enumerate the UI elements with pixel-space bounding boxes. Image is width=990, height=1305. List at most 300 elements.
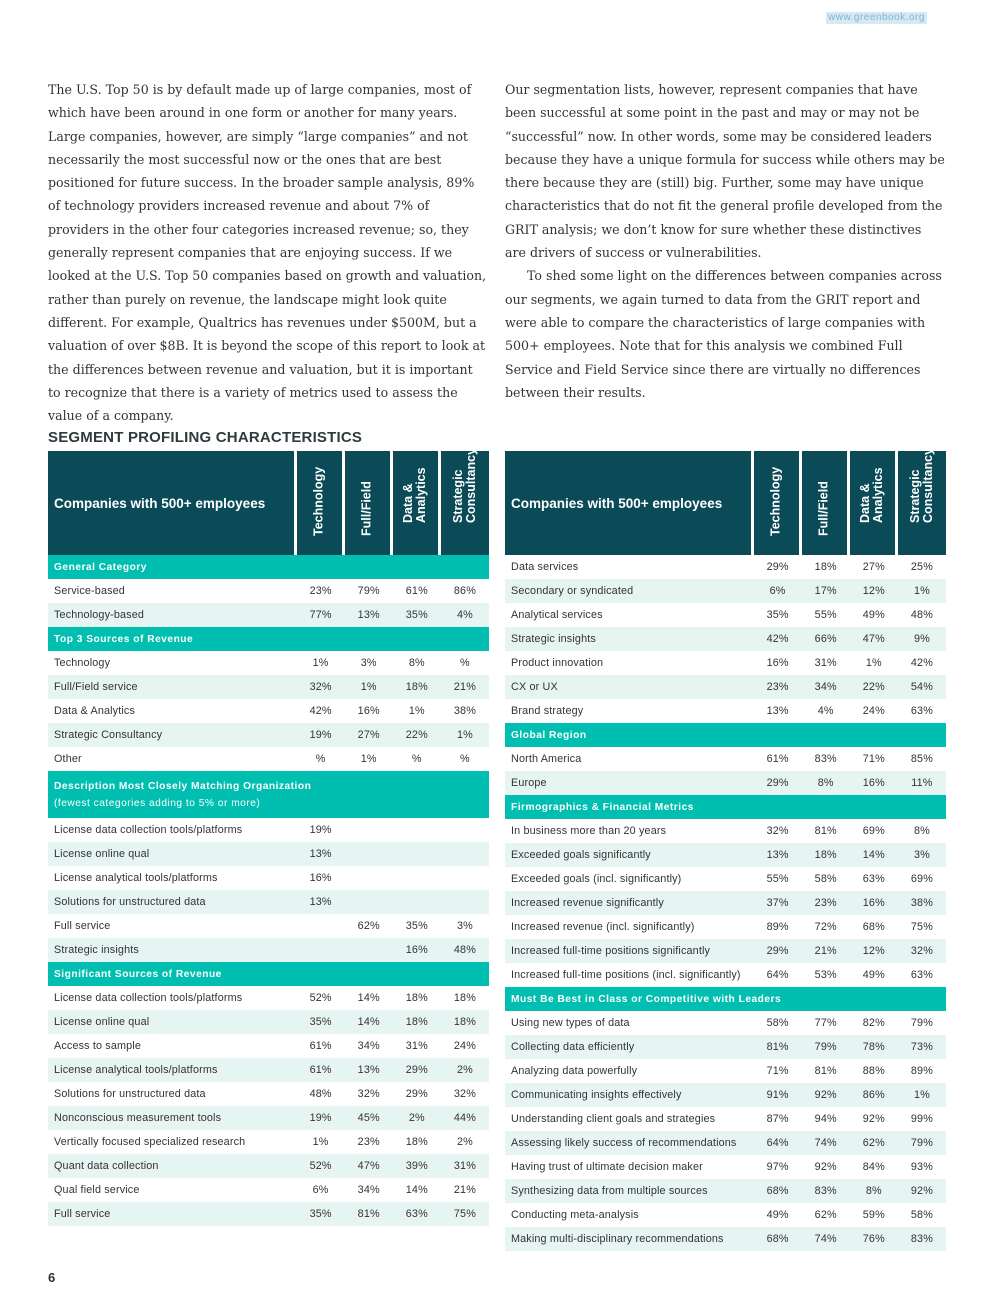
column-header-line: Full/Field [359,481,374,536]
table-row [48,651,489,675]
row-value: 1% [297,651,345,675]
row-value: 8% [393,651,441,675]
table-row [505,867,946,891]
table-row [48,747,489,771]
row-value: % [393,747,441,771]
row-label: Qual field service [48,1178,297,1202]
row-label: Synthesizing data from multiple sources [505,1179,754,1203]
category-row [505,987,946,1011]
row-value: 38% [898,891,946,915]
row-value: 13% [345,603,393,627]
category-row [48,627,489,651]
row-label: License analytical tools/platforms [48,1058,297,1082]
table-row [48,1154,489,1178]
table-row [505,555,946,579]
row-value: 13% [754,699,802,723]
row-value: 89% [898,1059,946,1083]
row-value: 81% [802,1059,850,1083]
row-value: 6% [754,579,802,603]
row-value: 34% [345,1178,393,1202]
category-label [505,987,946,1011]
row-value: 92% [850,1107,898,1131]
category-label [48,962,489,986]
table-row [505,603,946,627]
segment-table-left [48,447,489,1226]
table-row [48,699,489,723]
row-value: 23% [802,891,850,915]
row-label: In business more than 20 years [505,819,754,843]
column-header-technology [297,451,345,555]
row-value: 16% [754,651,802,675]
table-row [48,1058,489,1082]
column-header-line: Full/Field [816,481,831,536]
row-value: 23% [345,1130,393,1154]
row-value: 97% [754,1155,802,1179]
column-header-text [859,467,885,523]
row-value: 93% [898,1155,946,1179]
row-value: 62% [802,1203,850,1227]
row-label: License online qual [48,842,297,866]
row-label: License data collection tools/platforms [48,986,297,1010]
row-value: 19% [297,1106,345,1130]
row-label: License online qual [48,1010,297,1034]
row-label: Data services [505,555,754,579]
table-row [48,1106,489,1130]
row-label: Strategic insights [48,938,297,962]
row-value: 81% [802,819,850,843]
column-header-text [452,448,478,523]
row-value: 47% [850,627,898,651]
table-row [48,914,489,938]
row-value: 6% [297,1178,345,1202]
row-value: 29% [754,771,802,795]
table-row [48,986,489,1010]
column-header-line: Data & [858,483,873,523]
table-header [48,447,489,555]
column-header-strategic-consultancy [441,447,489,555]
row-value: 73% [898,1035,946,1059]
row-value: 74% [802,1131,850,1155]
table-row [505,1227,946,1251]
right-paragraph-1: Our segmentation lists, however, represent companies that have been successful at some point in the past and may or may not be “successful” now. In other words, some may be considered leaders because they have a unique formula for success while others may be there because they are (still) big. Further, some may have unique characteristics that do not fit the general profile developed from the GRIT analysis; we don’t know for sure whether these distinctives are drivers of success or vulnerabilities. [505,82,945,261]
table-row [505,579,946,603]
row-label: Quant data collection [48,1154,297,1178]
row-label: Increased full-time positions significantly [505,939,754,963]
row-label: Secondary or syndicated [505,579,754,603]
row-value [297,938,345,962]
row-value: 25% [898,555,946,579]
row-label: Other [48,747,297,771]
row-value: 88% [850,1059,898,1083]
column-header-line: Analytics [414,467,429,523]
row-label: Full/Field service [48,675,297,699]
row-label: Solutions for unstructured data [48,890,297,914]
table-header [505,447,946,555]
row-value: 35% [393,914,441,938]
row-value: 75% [441,1202,489,1226]
table-row [505,771,946,795]
category-row [48,555,489,579]
column-header-line: Strategic [450,469,465,523]
row-value: 35% [297,1202,345,1226]
row-value: 16% [850,891,898,915]
category-title: General Category [54,561,147,573]
column-header-text [818,481,831,536]
row-value [345,818,393,842]
row-value: 22% [393,723,441,747]
row-value: 55% [754,867,802,891]
row-value: 63% [898,699,946,723]
row-value: 47% [345,1154,393,1178]
row-value [393,866,441,890]
row-value: 13% [754,843,802,867]
row-label: Exceeded goals (incl. significantly) [505,867,754,891]
column-header-line: Strategic [907,469,922,523]
category-label [505,795,946,819]
row-value: 29% [393,1082,441,1106]
table-row [505,1179,946,1203]
row-value: % [297,747,345,771]
row-value: 13% [345,1058,393,1082]
row-value: 16% [850,771,898,795]
row-value: 37% [754,891,802,915]
row-value: 32% [297,675,345,699]
row-label: License data collection tools/platforms [48,818,297,842]
row-label: Increased revenue (incl. significantly) [505,915,754,939]
row-label: Analytical services [505,603,754,627]
row-value: 79% [898,1131,946,1155]
table-row [505,1083,946,1107]
row-value: 49% [754,1203,802,1227]
row-value: 94% [802,1107,850,1131]
row-label: Brand strategy [505,699,754,723]
category-label [48,555,489,579]
column-header-line: Data & [401,483,416,523]
table-row [505,1011,946,1035]
category-title: Firmographics & Financial Metrics [511,801,694,813]
row-value: 62% [850,1131,898,1155]
row-value: 48% [297,1082,345,1106]
row-value [393,890,441,914]
row-value: 31% [393,1034,441,1058]
row-value: 14% [345,986,393,1010]
row-value: 1% [850,651,898,675]
row-value: 19% [297,818,345,842]
row-value: 31% [802,651,850,675]
row-value: 77% [297,603,345,627]
row-value: 83% [802,1179,850,1203]
row-value: 58% [754,1011,802,1035]
table-row [505,1155,946,1179]
row-label: Vertically focused specialized research [48,1130,297,1154]
row-value: 14% [345,1010,393,1034]
row-label: Technology [48,651,297,675]
row-value [297,914,345,938]
category-title: Must Be Best in Class or Competitive with Leaders [511,993,782,1005]
column-header-text [909,448,935,523]
table-row [505,1059,946,1083]
category-title: Global Region [511,729,587,741]
row-value: 18% [393,675,441,699]
row-value: 18% [393,986,441,1010]
table-row [48,1034,489,1058]
row-value: 69% [850,819,898,843]
row-value: 23% [754,675,802,699]
row-value: 18% [441,1010,489,1034]
row-value: 13% [297,890,345,914]
table-row [505,1107,946,1131]
row-label: Europe [505,771,754,795]
row-value: 81% [345,1202,393,1226]
row-value: 45% [345,1106,393,1130]
row-value: 29% [754,555,802,579]
row-value: 18% [441,986,489,1010]
row-value: 63% [850,867,898,891]
column-header-full-field [802,451,850,555]
row-value: 22% [850,675,898,699]
row-value: 63% [393,1202,441,1226]
row-label: Exceeded goals significantly [505,843,754,867]
column-header-technology [754,451,802,555]
row-value: 87% [754,1107,802,1131]
row-label: Conducting meta-analysis [505,1203,754,1227]
row-value: 2% [441,1058,489,1082]
row-value: % [441,747,489,771]
section-title: SEGMENT PROFILING CHARACTERISTICS [48,429,363,446]
table-row [48,1130,489,1154]
table-row [505,675,946,699]
row-value: 12% [850,939,898,963]
row-value: 29% [754,939,802,963]
row-value: 71% [850,747,898,771]
table-row [48,866,489,890]
row-label: Access to sample [48,1034,297,1058]
table-row [48,675,489,699]
row-value: 34% [345,1034,393,1058]
row-label: Analyzing data powerfully [505,1059,754,1083]
row-value: 24% [441,1034,489,1058]
row-value: 2% [441,1130,489,1154]
row-label: Technology-based [48,603,297,627]
row-value: 54% [898,675,946,699]
website-url[interactable]: www.greenbook.org [828,12,925,23]
row-value: 78% [850,1035,898,1059]
row-value: 69% [898,867,946,891]
row-value: 2% [393,1106,441,1130]
row-value [345,842,393,866]
row-value [441,818,489,842]
table-row [48,723,489,747]
row-label: North America [505,747,754,771]
row-value: 21% [441,675,489,699]
row-value: 18% [802,843,850,867]
row-value: 53% [802,963,850,987]
column-header-text [361,481,374,536]
row-value [441,890,489,914]
row-value: 18% [802,555,850,579]
row-value: 18% [393,1010,441,1034]
column-header-text [313,467,326,536]
row-value [393,842,441,866]
table-row [48,842,489,866]
row-value: 55% [802,603,850,627]
row-value: 39% [393,1154,441,1178]
row-value: 11% [898,771,946,795]
row-value: 35% [393,603,441,627]
table-row [505,819,946,843]
row-label: Collecting data efficiently [505,1035,754,1059]
table-row [505,963,946,987]
table-row [505,1131,946,1155]
row-label: Nonconscious measurement tools [48,1106,297,1130]
row-value: 12% [850,579,898,603]
row-label: Assessing likely success of recommendations [505,1131,754,1155]
table-row [48,890,489,914]
row-value: 74% [802,1227,850,1251]
row-value: 68% [754,1227,802,1251]
row-label: Solutions for unstructured data [48,1082,297,1106]
row-label: CX or UX [505,675,754,699]
row-value: 16% [345,699,393,723]
table-row [505,699,946,723]
category-subtitle: (fewest categories adding to 5% or more) [54,797,261,809]
row-value: 58% [898,1203,946,1227]
row-value: 99% [898,1107,946,1131]
row-label: Increased full-time positions (incl. significantly) [505,963,754,987]
row-value: 13% [297,842,345,866]
intro-column-right [505,78,945,404]
row-value: 32% [345,1082,393,1106]
row-value: 17% [802,579,850,603]
table-row [505,1203,946,1227]
row-value: 35% [754,603,802,627]
row-value: 42% [898,651,946,675]
row-value: 23% [297,579,345,603]
row-value: 8% [802,771,850,795]
row-value: 81% [754,1035,802,1059]
row-value: 32% [898,939,946,963]
row-value: 32% [441,1082,489,1106]
row-value: 52% [297,986,345,1010]
table-row [505,627,946,651]
row-value: 63% [898,963,946,987]
row-value: 79% [345,579,393,603]
row-value: 4% [802,699,850,723]
row-value: 77% [802,1011,850,1035]
row-label: Full service [48,914,297,938]
row-value: 52% [297,1154,345,1178]
table-row [505,891,946,915]
row-value: 44% [441,1106,489,1130]
row-value: 79% [898,1011,946,1035]
row-label: Strategic Consultancy [48,723,297,747]
row-value: 1% [898,1083,946,1107]
table-row [48,579,489,603]
row-value: 1% [345,675,393,699]
row-value: 66% [802,627,850,651]
row-value: 16% [393,938,441,962]
row-value: 48% [898,603,946,627]
row-value: 27% [850,555,898,579]
row-value: 21% [802,939,850,963]
row-value: 92% [802,1083,850,1107]
row-value: 3% [441,914,489,938]
row-value: 86% [850,1083,898,1107]
row-value: 1% [393,699,441,723]
row-value: 92% [898,1179,946,1203]
row-value: 72% [802,915,850,939]
row-value [393,818,441,842]
row-value: 14% [850,843,898,867]
column-header-strategic-consultancy [898,447,946,555]
row-value: 61% [297,1034,345,1058]
row-label: Having trust of ultimate decision maker [505,1155,754,1179]
table-row [48,603,489,627]
row-value: 91% [754,1083,802,1107]
row-value: 59% [850,1203,898,1227]
column-header-data-analytics [850,451,898,555]
category-label [505,723,946,747]
row-value: 83% [802,747,850,771]
row-value: 86% [441,579,489,603]
row-value: 31% [441,1154,489,1178]
row-value: 48% [441,938,489,962]
category-row [48,771,489,818]
row-value: 49% [850,963,898,987]
page-number: 6 [48,1270,56,1285]
row-value [441,866,489,890]
right-paragraph-2: To shed some light on the differences between companies across our segments, we again turned to data from the GRIT report and were able to compare the characteristics of large companies with 500+ employees. Note that for this analysis we combined Full Service and Field Service since there are virtually no differences between their results. [505,268,942,400]
row-value: 79% [802,1035,850,1059]
row-value: 82% [850,1011,898,1035]
segment-table-right [505,447,946,1251]
row-value [345,866,393,890]
row-value: 68% [850,915,898,939]
row-value: 64% [754,1131,802,1155]
table-row [48,1202,489,1226]
column-header-line: Consultancy [920,447,935,523]
table-header-label: Companies with 500+ employees [505,451,754,555]
row-label: Making multi-disciplinary recommendations [505,1227,754,1251]
category-row [48,962,489,986]
row-value: 71% [754,1059,802,1083]
column-header-line: Technology [768,466,783,536]
row-value: 35% [297,1010,345,1034]
row-label: Product innovation [505,651,754,675]
row-label: License analytical tools/platforms [48,866,297,890]
category-row [505,723,946,747]
left-paragraph: The U.S. Top 50 is by default made up of large companies, most of which have been around in one form or another for many years. Large companies, however, are simply “large companies” and not necessarily the most successful now or the ones that are best positioned for future success. In the broader sample analysis, 89% of technology providers increased revenue and about 7% of providers in the other four categories increased revenue; so, they generally represent companies that are enjoying success. If we looked at the U.S. Top 50 companies based on growth and valuation, rather than purely on revenue, the landscape might look quite different. For example, Qualtrics has revenues under $500M, but a valuation of over $8B. It is beyond the scope of this report to look at the differences between revenue and valuation, but it is important to recognize that there is a variety of metrics used to assess the value of a company. [48,82,487,424]
row-value: 68% [754,1179,802,1203]
table-row [48,1010,489,1034]
table-row [505,915,946,939]
row-value: 42% [754,627,802,651]
row-value: 27% [345,723,393,747]
row-value: 4% [441,603,489,627]
category-label [48,627,489,651]
column-header-data-analytics [393,451,441,555]
row-label: Data & Analytics [48,699,297,723]
table-header-label: Companies with 500+ employees [48,451,297,555]
row-value: 89% [754,915,802,939]
row-label: Full service [48,1202,297,1226]
row-value: 34% [802,675,850,699]
row-value: 8% [898,819,946,843]
table-row [505,747,946,771]
category-title: Description Most Closely Matching Organization [54,780,312,792]
category-row [505,795,946,819]
row-value: 21% [441,1178,489,1202]
